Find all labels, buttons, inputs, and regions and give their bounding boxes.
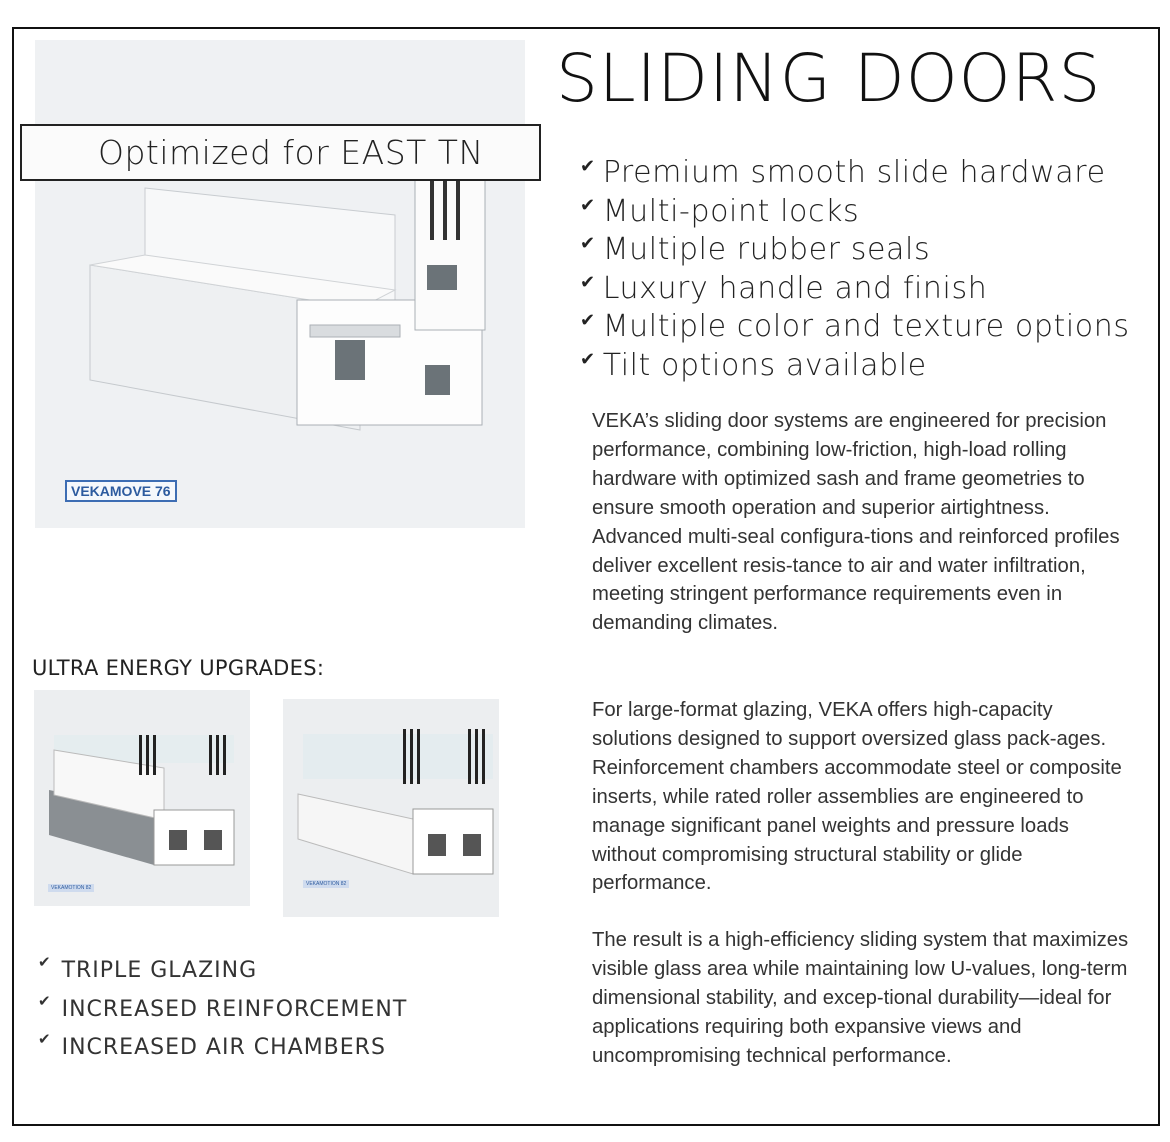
description-paragraph: VEKA’s sliding door systems are engineered for precision performance, combining low-friction, high-load rolling hardware with optimized sash and frame geometries to ensure smooth operation and superior airtightness. Advanced multi-seal configura-tions and reinforced profiles deliver excellent resis-tance to air and water infiltration, meeting stringent performance requirements even in demanding climates. <box>592 410 1120 635</box>
upgrades-heading: ULTRA ENERGY UPGRADES: <box>32 656 325 680</box>
check-icon: ✔ <box>580 271 596 293</box>
check-icon: ✔ <box>38 1030 52 1048</box>
check-icon: ✔ <box>580 156 596 177</box>
upgrade-list <box>38 952 407 1068</box>
upgrade-item: ✔ TRIPLE GLAZING <box>38 953 258 983</box>
product-label: VEKAMOVE 76 <box>65 480 177 502</box>
product-label: VEKAMOTION 82 <box>303 880 349 888</box>
feature-item: ✔ Tilt options available <box>580 347 927 383</box>
description-paragraph: The result is a high-efficiency sliding system that maximizes visible glass area while maintaining low U-values, long-term dimensional stability, and excep-tional durability—ideal for applications requiring both expansive views and uncompromising technical performance. <box>592 929 1129 1067</box>
region-banner: Optimized for EAST TN <box>20 124 541 181</box>
feature-item: ✔ Multiple color and texture options <box>580 309 1130 344</box>
check-icon: ✔ <box>580 233 596 254</box>
product-label: VEKAMOTION 82 <box>48 884 94 892</box>
upgrade-image <box>34 690 250 906</box>
hero-product-image <box>35 40 525 528</box>
check-icon: ✔ <box>580 348 596 370</box>
upgrade-item: ✔ INCREASED REINFORCEMENT <box>38 991 408 1022</box>
feature-list <box>580 154 1130 385</box>
upgrade-item: ✔ INCREASED AIR CHAMBERS <box>38 1030 386 1060</box>
check-icon: ✔ <box>38 953 52 971</box>
feature-item: ✔ Multiple rubber seals <box>580 232 931 267</box>
upgrade-image <box>283 699 499 917</box>
feature-item: ✔ Luxury handle and finish <box>580 270 988 306</box>
check-icon: ✔ <box>38 991 52 1010</box>
page-title: SLIDING DOORS <box>556 40 1102 117</box>
description-paragraph: For large-format glazing, VEKA offers high-capacity solutions designed to support oversized glass pack-ages. Reinforcement chambers accommodate steel or composite inserts, while rated roller assemblies are engineered to manage significant panel weights and pressure loads without compromising structural stability or glide performance. <box>592 699 1122 895</box>
feature-item: ✔ Multi-point locks <box>580 193 860 229</box>
check-icon: ✔ <box>580 194 596 216</box>
check-icon: ✔ <box>580 310 596 331</box>
feature-item: ✔ Premium smooth slide hardware <box>580 155 1106 190</box>
